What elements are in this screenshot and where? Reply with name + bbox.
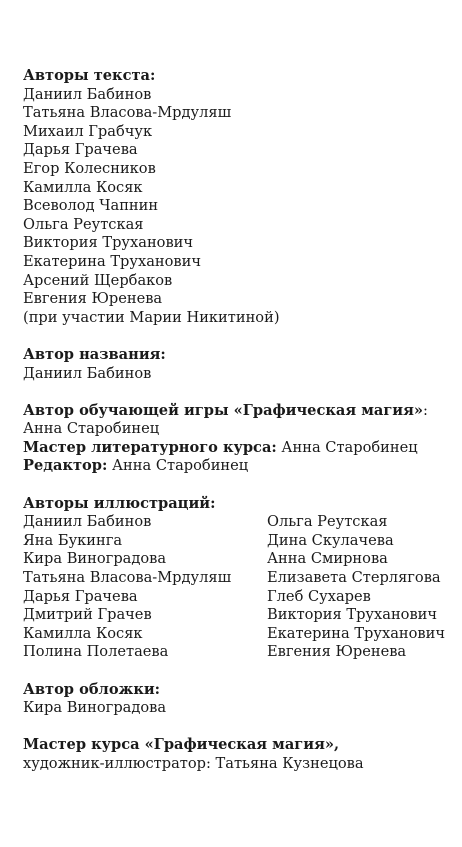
course-master-heading: Мастер курса «Графическая магия», (23, 736, 340, 754)
list-item: Ольга Реутская (23, 215, 144, 233)
list-item: Татьяна Власова-Мрдуляш (23, 569, 232, 587)
illustrators-heading: Авторы иллюстраций: (23, 494, 216, 512)
spacer (23, 662, 448, 681)
list-item: Дарья Грачева (23, 141, 138, 159)
list-item: Камилла Косяк (23, 178, 143, 196)
course-master-illustrator-line: художник-иллюстратор: Татьяна Кузнецова (23, 754, 364, 772)
cover-heading: Автор обложки: (23, 680, 161, 698)
list-item: Кира Виноградова (23, 550, 167, 568)
spacer (23, 476, 448, 495)
course-master-line (23, 439, 448, 458)
list-item: Яна Букинга (23, 531, 123, 549)
illustrators-columns (23, 513, 448, 662)
list-item: Полина Полетаева (23, 643, 169, 661)
list-item: Всеволод Чапнин (23, 197, 159, 215)
list-item: Татьяна Власова-Мрдуляш (23, 104, 232, 122)
list-item: Анна Смирнова (267, 550, 388, 568)
editor-name: Анна Старобинец (107, 457, 249, 475)
illustrators-left-column (23, 513, 267, 662)
list-item: Даниил Бабинов (23, 85, 152, 103)
text-authors-heading: Авторы текста: (23, 67, 156, 84)
list-item: Екатерина Труханович (267, 624, 446, 642)
list-item: Евгения Юренева (23, 290, 163, 308)
list-item: Дмитрий Грачев (23, 606, 152, 624)
credits-page (23, 67, 448, 774)
game-heading: Автор обучающей игры «Графическая магия» (23, 401, 424, 419)
title-author-heading: Автор названия: (23, 345, 166, 363)
list-item: Даниил Бабинов (23, 513, 152, 531)
spacer (23, 327, 448, 346)
participation-note: (при участии Марии Никитиной) (23, 308, 280, 326)
list-item: Виктория Труханович (23, 234, 194, 252)
title-author-name: Даниил Бабинов (23, 364, 152, 382)
cover-section (23, 681, 448, 718)
game-heading-colon: : (423, 401, 428, 419)
title-author-section (23, 346, 448, 383)
list-item: Ольга Реутская (267, 513, 388, 531)
list-item: Арсений Щербаков (23, 271, 173, 289)
illustrators-right-column (267, 513, 448, 662)
editor-label: Редактор: (23, 457, 108, 475)
course-master-name: Анна Старобинец (276, 438, 418, 456)
game-heading-line (23, 402, 448, 421)
spacer (23, 383, 448, 402)
list-item: Екатерина Труханович (23, 252, 202, 270)
game-author-name: Анна Старобинец (23, 420, 160, 438)
list-item: Михаил Грабчук (23, 122, 153, 140)
spacer (23, 718, 448, 737)
list-item: Дина Скулачева (267, 531, 394, 549)
text-authors-section (23, 67, 448, 327)
list-item: Евгения Юренева (267, 643, 407, 661)
editor-line (23, 457, 448, 476)
cover-author-name: Кира Виноградова (23, 699, 167, 717)
course-master-section (23, 736, 448, 773)
list-item: Елизавета Стерлягова (267, 569, 441, 587)
list-item: Егор Колесников (23, 159, 156, 177)
course-master-label: Мастер литературного курса: (23, 438, 277, 456)
list-item: Дарья Грачева (23, 587, 138, 605)
game-section (23, 402, 448, 476)
list-item: Камилла Косяк (23, 624, 143, 642)
illustrators-section (23, 495, 448, 662)
list-item: Виктория Труханович (267, 606, 438, 624)
list-item: Глеб Сухарев (267, 587, 371, 605)
